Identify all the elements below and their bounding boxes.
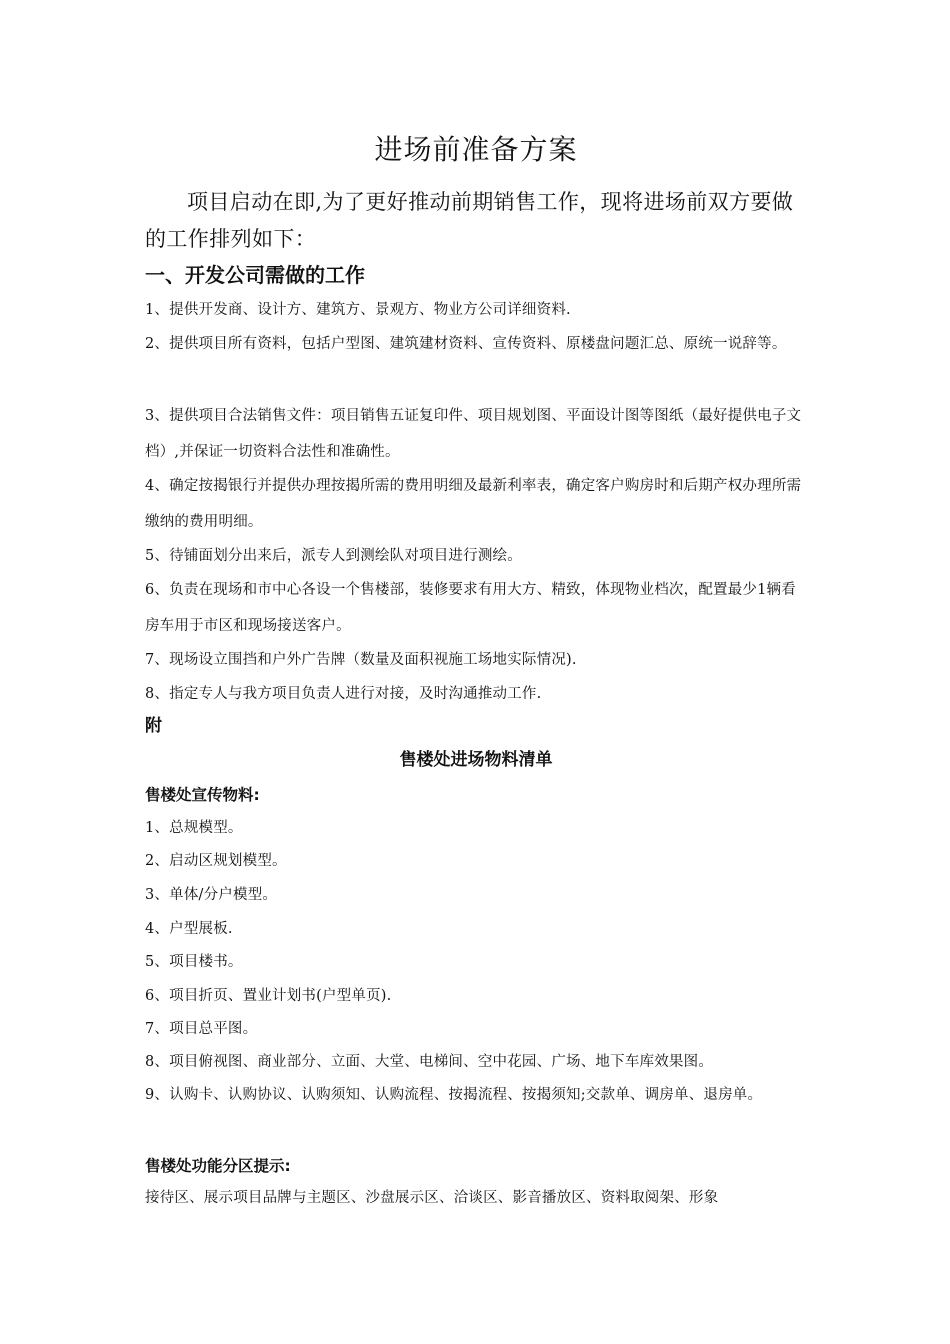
function-zones-text: 接待区、展示项目品牌与主题区、沙盘展示区、洽谈区、影音播放区、资料取阅架、形象 bbox=[145, 1190, 719, 1206]
list-item: 3、单体/分户模型。 bbox=[145, 887, 278, 903]
appendix-label: 附 bbox=[145, 716, 162, 736]
list-item: 6、项目折页、置业计划书(户型单页). bbox=[145, 988, 392, 1004]
list-item: 7、现场设立围挡和户外广告牌（数量及面积视施工场地实际情况). bbox=[145, 652, 577, 668]
section-heading-developer: 一、开发公司需做的工作 bbox=[145, 263, 365, 287]
list-item: 9、认购卡、认购协议、认购须知、认购流程、按揭流程、按揭须知;交款单、调房单、退房单。 bbox=[145, 1087, 763, 1103]
document-title: 进场前准备方案 bbox=[374, 133, 578, 166]
list-item: 1、提供开发商、设计方、建筑方、景观方、物业方公司详细资料. bbox=[145, 302, 571, 318]
list-item: 7、项目总平图。 bbox=[145, 1021, 258, 1037]
promo-materials-label: 售楼处宣传物料: bbox=[145, 786, 260, 804]
list-item: 8、项目俯视图、商业部分、立面、大堂、电梯间、空中花园、广场、地下车库效果图。 bbox=[145, 1054, 714, 1070]
list-item: 2、启动区规划模型。 bbox=[145, 853, 287, 869]
list-item: 6、负责在现场和市中心各设一个售楼部，装修要求有用大方、精致，体现物业档次，配置最少1辆看房车用于市区和现场接送客户。 bbox=[145, 582, 796, 634]
list-item: 1、总规模型。 bbox=[145, 820, 243, 836]
appendix-title: 售楼处进场物料清单 bbox=[399, 750, 553, 770]
list-item: 4、确定按揭银行并提供办理按揭所需的费用明细及最新利率表，确定客户购房时和后期产权办理所需缴纳的费用明细。 bbox=[145, 478, 802, 530]
list-item: 4、户型展板. bbox=[145, 921, 233, 937]
intro-paragraph: 项目启动在即,为了更好推动前期销售工作，现将进场前双方要做的工作排列如下： bbox=[145, 190, 794, 251]
list-item: 2、提供项目所有资料，包括户型图、建筑建材资料、宣传资料、原楼盘问题汇总、原统一说辞等。 bbox=[145, 336, 787, 352]
list-item: 3、提供项目合法销售文件：项目销售五证复印件、项目规划图、平面设计图等图纸（最好提供电子文档）,并保证一切资料合法性和准确性。 bbox=[145, 408, 802, 460]
function-zones-label: 售楼处功能分区提示: bbox=[145, 1157, 291, 1175]
list-item: 5、项目楼书。 bbox=[145, 954, 243, 970]
list-item: 5、待铺面划分出来后，派专人到测绘队对项目进行测绘。 bbox=[145, 548, 522, 564]
list-item: 8、指定专人与我方项目负责人进行对接，及时沟通推动工作. bbox=[145, 686, 542, 702]
